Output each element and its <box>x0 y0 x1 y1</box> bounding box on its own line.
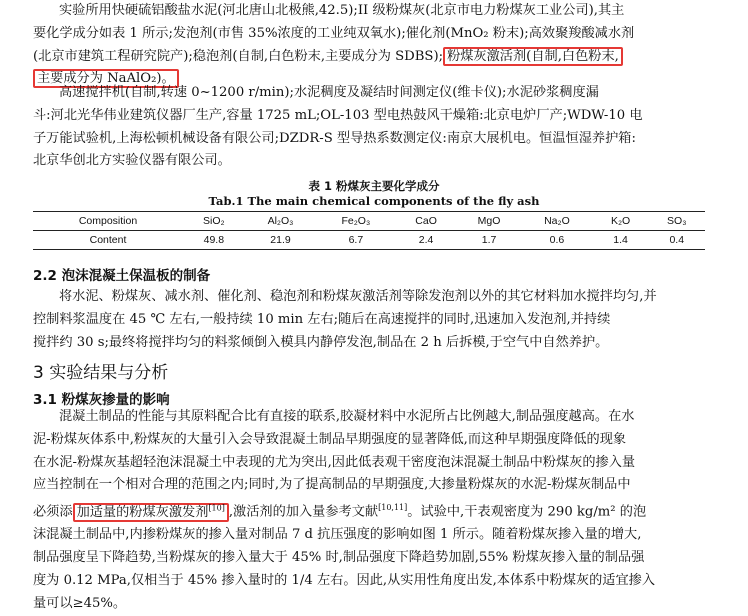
table-header-cell: Al₂O₃ <box>245 212 317 231</box>
table-cell: 6.7 <box>316 231 395 250</box>
table-cell: Content <box>33 231 183 250</box>
equipment-paragraph <box>33 82 703 173</box>
table-cell: 1.7 <box>457 231 521 250</box>
naalo2-highlight: 主要成分为 NaAlO₂)。 <box>33 69 179 88</box>
section-2-2-line-3: 搅拌约 30 s;最终将搅拌均匀的料浆倾倒入模具内静停发泡,制品在 2 h 后拆模,于空气中自然养护。 <box>33 334 609 350</box>
table-cell: 0.4 <box>649 231 705 250</box>
equipment-line-3: 子万能试验机,上海松顿机械设备有限公司;DZDR-S 型导热系数测定仪:南京大展机电。恒温恒湿养护箱: <box>33 130 636 146</box>
table-cell: 1.4 <box>593 231 649 250</box>
equipment-line-2: 斗:河北光华伟业建筑仪器厂生产,容量 1725 mL;OL-103 型电热鼓风干燥箱:北京电炉厂产;WDW-10 电 <box>33 107 643 123</box>
section-3-1-line-7: 制品强度呈下降趋势,当粉煤灰的掺入量大于 45% 时,制品强度下降趋势加剧,55% 粉煤灰掺入量的制品强 <box>33 550 645 566</box>
materials-line-2: 要化学成分如表 1 所示;发泡剂(市售 35%浓度的工业纯双氧水);催化剂(MnO₂ 粉末);高效聚羧酸减水剂 <box>33 25 635 41</box>
section-3-1-line-5a: 必须添 <box>33 504 73 520</box>
table-header-cell: Composition <box>33 212 183 231</box>
section-3-1-line-1: 混凝土制品的性能与其原料配合比有直接的联系,胶凝材料中水泥所占比例越大,制品强度越高。在水 <box>59 409 635 424</box>
section-3-1-line-5 <box>33 497 703 524</box>
table-header-row <box>33 212 705 231</box>
table-header-cell: K₂O <box>593 212 649 231</box>
table-title-cn: 表 1 粉煤灰主要化学成分 <box>308 179 440 193</box>
section-3-1-line-6: 沫混凝土制品中,内掺粉煤灰的掺入量对制品 7 d 抗压强度的影响如图 1 所示。随着粉煤灰掺入量的增大, <box>33 527 642 543</box>
section-3-heading: 3 实验结果与分析 <box>33 363 169 383</box>
table-title-en: Tab.1 The main chemical components of the fly ash <box>208 194 540 208</box>
equipment-line-1: 高速搅拌机(自制,转速 0~1200 r/min);水泥稠度及凝结时间测定仪(维卡仪);水泥砂浆稠度漏 <box>59 85 599 100</box>
table-header-cell: MgO <box>457 212 521 231</box>
activator-ref-text: 加适量的粉煤灰激发剂 <box>76 504 209 520</box>
section-2-2-line-2: 控制料浆温度在 45 ℃ 左右,一般持续 10 min 左右;随后在高速搅拌的同时,迅速加入发泡剂,并持续 <box>33 311 611 327</box>
section-3-1-line-3: 在水泥-粉煤灰基超轻泡沫混凝土中表现的尤为突出,因此低表观干密度泡沫混凝土制品中粉煤灰的掺入量 <box>33 454 636 470</box>
table-header-cell: SiO₂ <box>183 212 245 231</box>
materials-paragraph <box>33 0 703 91</box>
materials-line-3 <box>33 46 703 69</box>
equipment-line-4: 北京华创北方实验仪器有限公司。 <box>33 153 231 169</box>
table-header-cell: Fe₂O₃ <box>316 212 395 231</box>
section-3-1-line-4: 应当控制在一个相对合理的范围之内;同时,为了提高制品的早期强度,大掺量粉煤灰的水泥-粉煤灰制品中 <box>33 477 631 493</box>
section-3-1-line-9: 量可以≥45%。 <box>33 595 127 611</box>
table-row <box>33 231 705 250</box>
citation-ref: [10] <box>208 503 225 513</box>
citation-ref: [10,11] <box>378 503 408 513</box>
section-3-1-heading: 3.1 粉煤灰掺量的影响 <box>33 392 170 408</box>
section-3-1-line-5d: 。试验中,干表观密度为 290 kg/m² 的泡 <box>407 504 647 520</box>
section-2-2-paragraph <box>33 286 703 354</box>
table-cell: 2.4 <box>395 231 457 250</box>
section-3-1-paragraph <box>33 406 703 616</box>
table-header-cell: Na₂O <box>521 212 592 231</box>
section-2-2-line-1: 将水泥、粉煤灰、减水剂、催化剂、稳泡剂和粉煤灰激活剂等除发泡剂以外的其它材料加水搅拌均匀,并 <box>59 289 657 304</box>
activator-ref-highlight <box>73 503 229 522</box>
section-3-1-line-8: 度为 0.12 MPa,仅相当于 45% 掺入量时的 1/4 左右。因此,从实用性角度出发,本体系中粉煤灰的适宜掺入 <box>33 572 656 588</box>
table-cell: 21.9 <box>245 231 317 250</box>
section-2-2-heading: 2.2 泡沫混凝土保温板的制备 <box>33 268 211 284</box>
materials-line-3a: (北京市建筑工程研究院产);稳泡剂(自制,白色粉末,主要成分为 SDBS); <box>33 48 444 64</box>
chemical-composition-table <box>33 211 705 250</box>
materials-line-1: 实验所用快硬硫铝酸盐水泥(河北唐山北极熊,42.5);II 级粉煤灰(北京市电力粉煤灰工业公司),其主 <box>59 3 625 18</box>
section-3-1-line-5c: ,激活剂的加入量参考文献 <box>228 504 379 520</box>
activator-highlight: 粉煤灰激活剂(自制,白色粉末, <box>443 47 623 66</box>
table-header-cell: CaO <box>395 212 457 231</box>
section-3-1-line-2: 泥-粉煤灰体系中,粉煤灰的大量引入会导致混凝土制品早期强度的显著降低,而这种早期强度降低的现象 <box>33 431 627 447</box>
table-cell: 49.8 <box>183 231 245 250</box>
table-header-cell: SO₃ <box>649 212 705 231</box>
table-cell: 0.6 <box>521 231 592 250</box>
